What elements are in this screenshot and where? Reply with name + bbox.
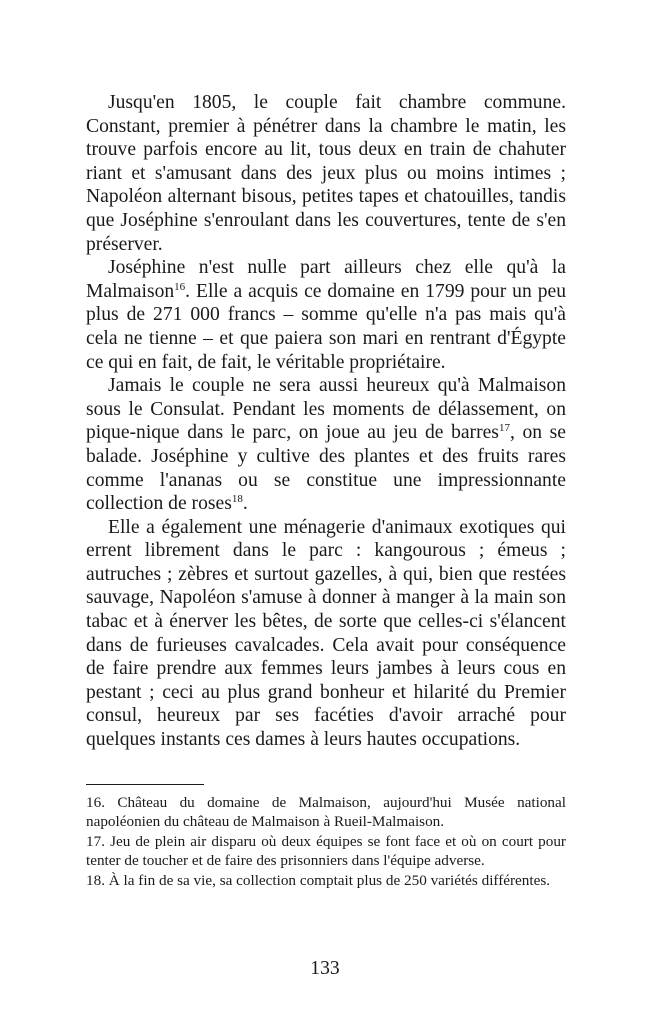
footnote-ref-17: 17 (498, 422, 510, 435)
footnote-ref-18: 18 (231, 493, 243, 506)
footnote-18: 18. À la fin de sa vie, sa collection comptait plus de 250 variétés différentes. (86, 871, 551, 889)
main-text (86, 91, 566, 752)
paragraph-4: Elle a également une ménagerie d'animaux exotiques qui errent librement dans le parc : kangourous ; émeus ; autruches ; zèbres et surtout gazelles, à qui, bien que restées sauvage, Napoléon s'amuse à donner à manger à la main son tabac et à énerver les bêtes, de sorte que celles-ci s'élancent dans de furieuses cavalcades. Cela avait pour conséquence de faire prendre aux femmes leurs jambes à leurs cous en pestant ; ceci au plus grand bonheur et hilarité du Premier consul, heureux par ses facéties d'avoir arraché pour quelques instants ces dames à leurs hautes occupations. (86, 516, 566, 751)
page-number: 133 (310, 958, 340, 979)
paragraph-1: Jusqu'en 1805, le couple fait chambre commune. Constant, premier à pénétrer dans la chambre le matin, les trouve parfois encore au lit, tous deux en train de chahuter riant et s'amusant dans des jeux plus ou moins intimes ; Napoléon alternant bisous, petites tapes et chatouilles, tandis que Joséphine s'enroulant dans les couvertures, tente de s'en préserver. (86, 92, 566, 255)
paragraph-2-text-b: . Elle a acquis ce domaine en 1799 pour un peu plus de 271 000 francs – somme qu'elle n'a pas mais qu'à cela ne tienne – et que paiera son mari en rentrant d'Égypte ce qui en fait, de fait, le véritable propriétaire. (86, 280, 566, 373)
paragraph-2-text-a: Joséphine n'est nulle part ailleurs chez elle qu'à la Malmaison (86, 257, 566, 302)
paragraph-3-text-a: Jamais le couple ne sera aussi heureux qu'à Malmaison sous le Consulat. Pendant les moments de délassement, on pique-nique dans le parc, on joue au jeu de barres (86, 375, 566, 444)
footnotes (86, 793, 566, 890)
paragraph-2 (86, 256, 566, 374)
paragraph-3-text-c: . (242, 493, 248, 515)
footnote-17: 17. Jeu de plein air disparu où deux équipes se font face et où on court pour tenter de toucher et de faire des prisonniers dans l'équipe adverse. (86, 832, 566, 870)
footnote-ref-16: 16 (174, 280, 186, 293)
footnote-separator (86, 784, 204, 785)
footnote-16: 16. Château du domaine de Malmaison, aujourd'hui Musée national napoléonien du château de Malmaison à Rueil-Malmaison. (86, 794, 566, 831)
paragraph-3 (86, 374, 566, 516)
paragraph-3-text-b: , on se balade. Joséphine y cultive des plantes et des fruits rares comme l'ananas ou se constitue une impressionnante collection de roses (86, 422, 566, 515)
